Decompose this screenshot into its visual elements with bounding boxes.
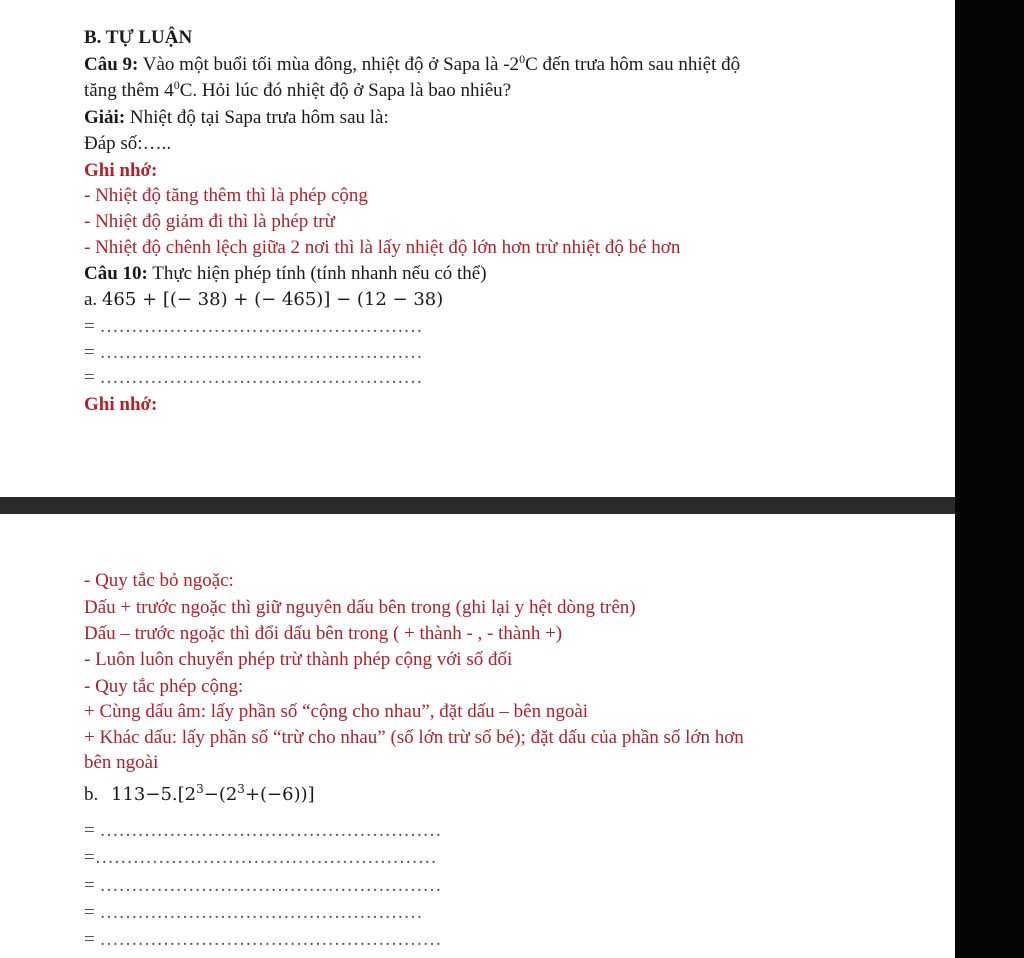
question-9-line-1: Câu 9: Vào một buổi tối mùa đông, nhiệt độ ở Sapa là $-2^0C$ đến trưa hôm sau nhiệt độ — [84, 52, 741, 75]
rule-line: bên ngoài — [84, 752, 159, 773]
section-title: B. TỰ LUẬN — [84, 27, 193, 48]
rule-line: + Cùng dấu âm: lấy phần số “cộng cho nhau”, đặt dấu – bên ngoài — [84, 701, 589, 722]
answer-line-b: = ……………………………………………… — [84, 875, 442, 896]
rule-line: - Quy tắc phép cộng: — [84, 676, 244, 697]
page-divider-bar — [0, 497, 955, 514]
answer-line-b: =……………………………………………… — [84, 847, 437, 868]
question-10-title: Câu 10: Thực hiện phép tính (tính nhanh nếu có thể) — [84, 263, 487, 284]
note-1-line: - Nhiệt độ tăng thêm thì là phép cộng — [84, 185, 368, 206]
rule-line: - Luôn luôn chuyển phép trừ thành phép cộng với số đối — [84, 649, 513, 670]
answer-line-a: = …………………………………………… — [84, 367, 423, 388]
answer-line-b: = …………………………………………… — [84, 902, 423, 923]
answer-line-a: = …………………………………………… — [84, 342, 423, 363]
right-black-border — [955, 0, 1024, 958]
question-9-line-2: tăng thêm $4^0C$. Hỏi lúc đó nhiệt độ ở Sapa là bao nhiêu? — [84, 78, 512, 101]
note-2-title: Ghi nhớ: — [84, 394, 158, 415]
answer-line-b: = ……………………………………………… — [84, 820, 442, 841]
rule-line: Dấu + trước ngoặc thì giữ nguyên dấu bên trong (ghi lại y hệt dòng trên) — [84, 597, 636, 618]
answer-line-a: = …………………………………………… — [84, 316, 423, 337]
question-9-solution: Giải: Nhiệt độ tại Sapa trưa hôm sau là: — [84, 107, 389, 128]
rule-line: + Khác dấu: lấy phần số “trừ cho nhau” (số lớn trừ số bé); đặt dấu của phần số lớn hơn — [84, 727, 744, 748]
question-part-b: b. $113-5.[2^3-(2^3+(-6))]$ — [84, 782, 315, 805]
note-1-line: - Nhiệt độ chênh lệch giữa 2 nơi thì là lấy nhiệt độ lớn hơn trừ nhiệt độ bé hơn — [84, 237, 681, 258]
rule-line: Dấu – trước ngoặc thì đổi dấu bên trong ( + thành - , - thành +) — [84, 623, 563, 644]
question-10-part-a: a. 465 + [(− 38) + (− 465)] − (12 − 38) — [84, 289, 444, 310]
note-1-title: Ghi nhớ: — [84, 160, 158, 181]
rule-line: - Quy tắc bỏ ngoặc: — [84, 570, 234, 591]
note-1-line: - Nhiệt độ giảm đi thì là phép trừ — [84, 211, 335, 232]
question-9-answer: Đáp số:….. — [84, 133, 172, 154]
answer-line-b: = ……………………………………………… — [84, 929, 442, 950]
